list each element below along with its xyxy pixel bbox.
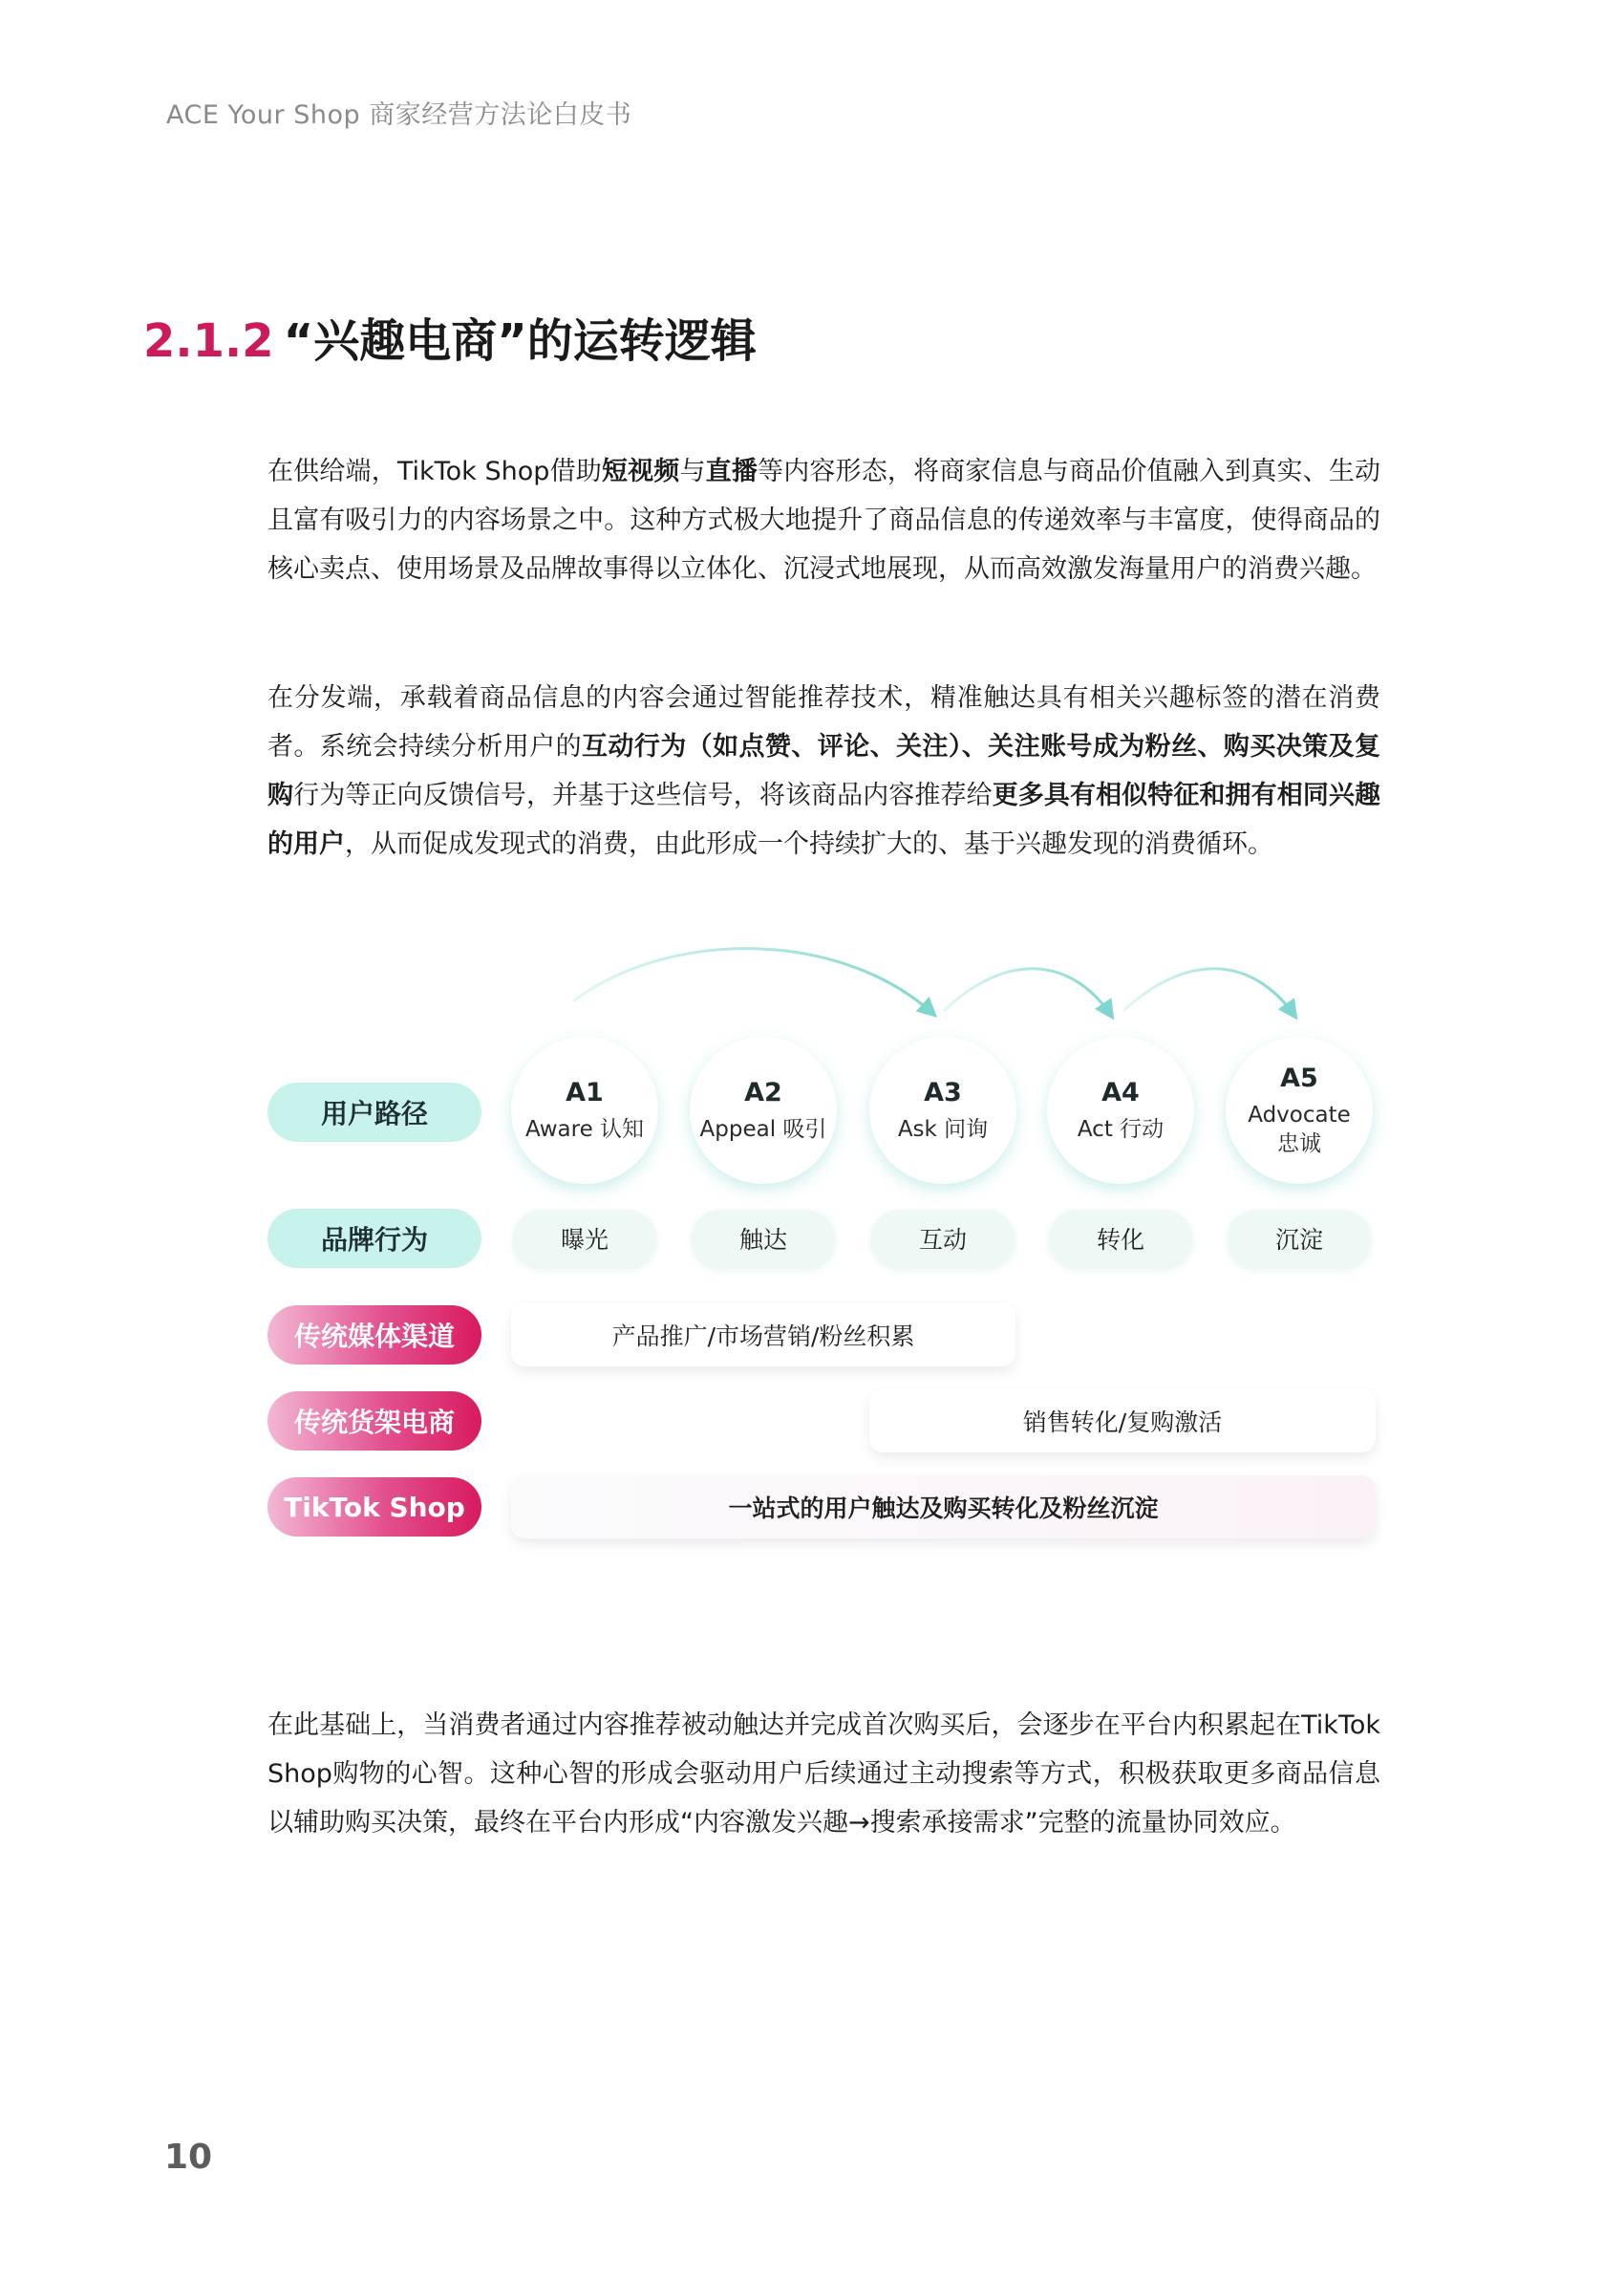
stage-name: Act 行动 xyxy=(1077,1116,1165,1142)
row-label-traditional-media: 传统媒体渠道 xyxy=(267,1305,481,1365)
flow-arrows xyxy=(0,936,1624,1051)
brand-action-pill: 互动 xyxy=(871,1210,1015,1267)
paragraph-text: 在分发端，承载着商品信息的内容会通过智能推荐技术，精准触达具有相关兴趣标签的潜在消费者。系统会持续分析用户的 xyxy=(267,683,1380,762)
stage-a2 xyxy=(690,1037,837,1184)
paragraph-text: 等内容形态，将商家信息与商品价值融入到真实、生动且富有吸引力的内容场景之中。这种方式极大地提升了商品信息的传递效率与丰富度，使得商品的核心卖点、使用场景及品牌故事得以立体化、沉浸式地展现，从而高效激发海量用户的消费兴趣。 xyxy=(267,457,1381,584)
arc-arrow-a4-a5 xyxy=(1123,969,1295,1017)
paragraph-supply-side xyxy=(267,447,1380,593)
arc-arrow-a3-a4 xyxy=(944,969,1112,1017)
running-header: ACE Your Shop 商家经营方法论白皮书 xyxy=(166,100,632,130)
page-number: 10 xyxy=(164,2138,213,2177)
paragraph-text: 与 xyxy=(679,457,706,486)
paragraph-search-synergy: 在此基础上，当消费者通过内容推荐被动触达并完成首次购买后，会逐步在平台内积累起在TikTok Shop购物的心智。这种心智的形成会驱动用户后续通过主动搜索等方式，积极获取更多商品信息以辅助购买决策，最终在平台内形成“内容激发兴趣→搜索承接需求”完整的流量协同效应。 xyxy=(267,1710,1380,1838)
stage-a1 xyxy=(511,1037,658,1184)
row-label-tiktok-shop: TikTok Shop xyxy=(267,1477,481,1537)
paragraph-distribution-side xyxy=(267,674,1380,869)
bold-text: 互动行为（如点赞、评论、关注）、关注账号成为粉丝、购买决策及复购 xyxy=(267,732,1380,810)
brand-action-pill: 曝光 xyxy=(513,1210,656,1267)
paragraph-text: 在供给端，TikTok Shop借助 xyxy=(267,457,602,486)
bold-text: 直播 xyxy=(705,457,759,486)
section-number: 2.1.2 xyxy=(143,314,274,368)
user-path-diagram xyxy=(0,936,1624,1548)
stage-code: A3 xyxy=(924,1077,962,1107)
stage-name: Ask 问询 xyxy=(897,1116,989,1142)
stage-code: A4 xyxy=(1101,1077,1140,1107)
stage-a3 xyxy=(869,1037,1016,1184)
brand-action-pill: 沉淀 xyxy=(1228,1210,1371,1267)
stage-code: A2 xyxy=(744,1077,782,1107)
tiktok-shop-bar: 一站式的用户触达及购买转化及粉丝沉淀 xyxy=(511,1475,1376,1538)
traditional-media-bar: 产品推广/市场营销/粉丝积累 xyxy=(511,1303,1015,1366)
traditional-shelf-bar: 销售转化/复购激活 xyxy=(869,1389,1376,1452)
stage-code: A1 xyxy=(566,1077,604,1107)
brand-action-pill: 转化 xyxy=(1049,1210,1192,1267)
stage-a4 xyxy=(1047,1037,1194,1184)
stage-code: A5 xyxy=(1280,1063,1318,1093)
arc-arrow-a1-a3 xyxy=(573,949,934,1015)
bold-text: 更多具有相似特征和拥有相同兴趣的用户 xyxy=(267,781,1381,859)
row-label-brand-action: 品牌行为 xyxy=(267,1209,481,1268)
row-label-traditional-shelf: 传统货架电商 xyxy=(267,1391,481,1451)
stage-a5 xyxy=(1226,1037,1373,1184)
section-title: “兴趣电商”的运转逻辑 xyxy=(283,314,757,368)
row-label-user-path: 用户路径 xyxy=(267,1083,481,1142)
bold-text: 短视频 xyxy=(601,457,680,486)
section-heading xyxy=(143,304,757,370)
brand-action-pill: 触达 xyxy=(692,1210,835,1267)
stage-name: Aware 认知 xyxy=(524,1116,645,1142)
paragraph-text: ，从而促成发现式的消费，由此形成一个持续扩大的、基于兴趣发现的消费循环。 xyxy=(345,829,1273,859)
paragraph-text: 行为等正向反馈信号，并基于这些信号，将该商品内容推荐给 xyxy=(293,781,993,810)
stage-name: Appeal 吸引 xyxy=(699,1116,827,1142)
stage-name: Advocate 忠诚 xyxy=(1248,1102,1351,1156)
